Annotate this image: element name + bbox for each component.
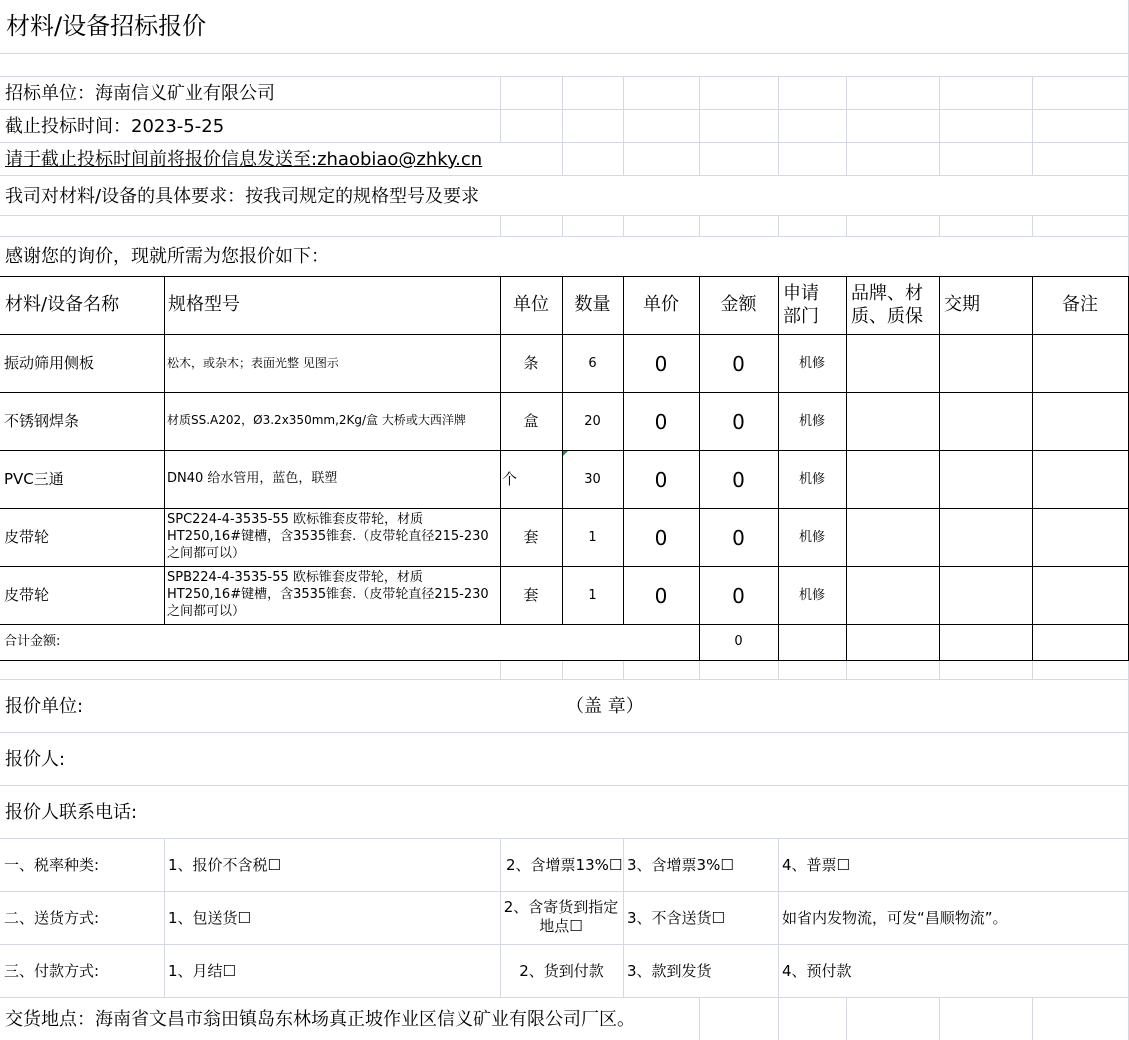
header-amount: 金额 — [720, 294, 757, 315]
row1-qty: 6 — [588, 356, 597, 371]
page-title: 材料/设备招标报价 — [6, 12, 207, 40]
shipping-option-3[interactable]: 3、不含送货☐ — [627, 909, 725, 927]
tax-option-1[interactable]: 1、报价不含税☐ — [168, 856, 281, 874]
row3-price: 0 — [654, 468, 668, 492]
row5-spec: SPB224-4-3535-55 欧标锥套皮带轮，材质HT250,16#键槽，含3535锥套.（皮带轮直径215-230之间都可以） — [167, 570, 489, 619]
stamp-label: （盖 章） — [566, 696, 644, 717]
tax-option-3[interactable]: 3、含增票3%☐ — [627, 856, 734, 874]
thanks-note: 感谢您的询价，现就所需为您报价如下： — [5, 246, 329, 267]
row4-qty: 1 — [588, 530, 597, 545]
header-name: 材料/设备名称 — [5, 294, 120, 315]
row3-qty: 30 — [584, 472, 601, 487]
tax-label: 一、税率种类: — [4, 856, 100, 874]
header-delivery: 交期 — [944, 294, 980, 315]
header-dept: 申请部门 — [783, 283, 819, 327]
row5-price: 0 — [654, 584, 668, 608]
shipping-option-1[interactable]: 1、包送货☐ — [168, 909, 251, 927]
delivery-place: 交货地点：海南省文昌市翁田镇岛东林场真正坡作业区信义矿业有限公司厂区。 — [5, 1009, 635, 1030]
header-unit: 单位 — [513, 294, 549, 315]
payment-option-4: 4、预付款 — [782, 962, 852, 980]
row5-unit: 套 — [523, 586, 539, 604]
shipping-note: 如省内发物流，可发“昌顺物流”。 — [782, 909, 1008, 927]
row1-name: 振动筛用侧板 — [4, 354, 95, 372]
quote-person-label: 报价人: — [5, 749, 66, 770]
header-price: 单价 — [643, 294, 679, 315]
row5-qty: 1 — [588, 588, 597, 603]
row3-amount: 0 — [732, 468, 745, 492]
row4-price: 0 — [654, 526, 668, 550]
header-qty: 数量 — [574, 294, 611, 315]
row5-amount: 0 — [732, 584, 745, 608]
tax-option-2[interactable]: 2、含增票13%☐ — [506, 856, 623, 874]
shipping-option-2[interactable]: 2、含寄货到指定地点☐ — [503, 898, 619, 935]
row4-spec: SPC224-4-3535-55 欧标锥套皮带轮，材质HT250,16#键槽，含3535锥套.（皮带轮直径215-230之间都可以） — [167, 512, 489, 561]
payment-option-3: 3、款到发货 — [627, 962, 712, 980]
row2-name: 不锈钢焊条 — [4, 412, 80, 430]
bidding-unit: 招标单位：海南信义矿业有限公司 — [5, 83, 275, 104]
row1-spec: 松木，或杂木；表面光整 见图示 — [167, 356, 339, 370]
row2-unit: 盒 — [523, 412, 539, 430]
row5-dept: 机修 — [798, 588, 825, 603]
row3-spec: DN40 给水管用，蓝色，联塑 — [167, 471, 338, 486]
quote-phone-label: 报价人联系电话: — [5, 802, 138, 823]
requirements-note: 我司对材料/设备的具体要求：按我司规定的规格型号及要求 — [5, 186, 480, 207]
row2-price: 0 — [654, 410, 668, 434]
row1-amount: 0 — [732, 352, 745, 376]
row2-amount: 0 — [732, 410, 745, 434]
total-label: 合计金额: — [4, 634, 61, 649]
bid-deadline: 截止投标时间：2023-5-25 — [5, 116, 225, 137]
header-brand: 品牌、材质、质保 — [851, 283, 923, 327]
row1-dept: 机修 — [798, 356, 825, 371]
row3-unit: 个 — [502, 470, 518, 488]
row2-qty: 20 — [584, 414, 601, 429]
payment-option-2: 2、货到付款 — [519, 962, 604, 980]
row4-name: 皮带轮 — [4, 528, 50, 546]
quote-unit-label: 报价单位: — [5, 696, 84, 717]
payment-option-1[interactable]: 1、月结☐ — [168, 962, 236, 980]
row4-unit: 套 — [523, 528, 539, 546]
row4-dept: 机修 — [798, 530, 825, 545]
row2-spec: 材质SS.A202，Ø3.2x350mm,2Kg/盒 大桥或大西洋牌 — [167, 413, 466, 427]
row2-dept: 机修 — [798, 414, 825, 429]
row3-dept: 机修 — [798, 472, 825, 487]
row5-name: 皮带轮 — [4, 586, 50, 604]
shipping-label: 二、送货方式: — [4, 909, 100, 927]
tax-option-4[interactable]: 4、普票☐ — [782, 856, 850, 874]
email-note[interactable]: 请于截止投标时间前将报价信息发送至:zhaobiao@zhky.cn — [5, 149, 483, 170]
cell-comment-marker — [563, 451, 568, 456]
total-value: 0 — [734, 634, 743, 649]
header-remark: 备注 — [1062, 294, 1098, 315]
header-spec: 规格型号 — [168, 294, 240, 315]
payment-label: 三、付款方式: — [4, 962, 100, 980]
row1-price: 0 — [654, 352, 668, 376]
row3-name: PVC三通 — [4, 470, 64, 488]
row1-unit: 条 — [523, 354, 539, 372]
row4-amount: 0 — [732, 526, 745, 550]
